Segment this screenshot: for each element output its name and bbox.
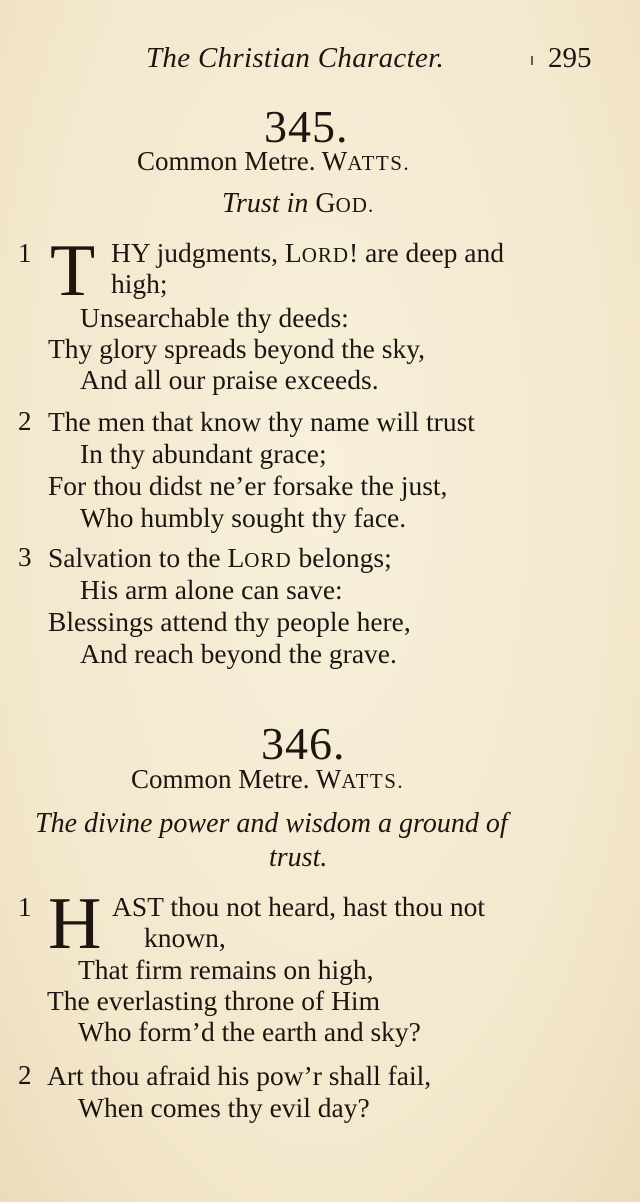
verse-line: And all our praise exceeds.	[80, 364, 379, 395]
author-rest: ATTS.	[341, 769, 405, 793]
verse-number: 1	[18, 238, 32, 268]
running-head-tick	[531, 56, 533, 65]
verse-line: Blessings attend thy people here,	[48, 606, 411, 637]
page-number: 295	[548, 42, 592, 74]
verse-line: Art thou afraid his pow’r shall fail,	[47, 1060, 432, 1091]
verse-line: And reach beyond the grave.	[80, 638, 397, 669]
title-text: Trust in	[222, 188, 309, 219]
verse-line: Unsearchable thy deeds:	[80, 302, 349, 333]
lord-smallcaps: ORD	[244, 548, 292, 572]
verse-line-end: belongs;	[291, 542, 392, 573]
verse-line: known,	[144, 922, 226, 953]
hymn-title	[222, 188, 374, 220]
verse-line: For thou didst ne’er forsake the just,	[48, 470, 448, 501]
verse-line: The everlasting throne of Him	[47, 985, 380, 1016]
metre-label: Common Metre.	[131, 764, 310, 794]
verse-line	[48, 542, 392, 574]
verse-line-start: HY judgments, L	[111, 237, 302, 268]
verse-line: Thy glory spreads beyond the sky,	[48, 333, 426, 364]
hymn-number: 346.	[261, 718, 346, 769]
verse-number: 2	[18, 1060, 32, 1090]
verse-number: 1	[18, 892, 32, 922]
verse-line: That firm remains on high,	[78, 954, 374, 985]
drop-cap: T	[50, 230, 96, 312]
title-god-rest: OD.	[335, 193, 375, 217]
verse-line: In thy abundant grace;	[80, 438, 327, 469]
author-initial: W	[315, 764, 342, 794]
running-title: The Christian Character.	[146, 42, 445, 74]
metre-label: Common Metre.	[137, 146, 316, 176]
author-rest: ATTS.	[347, 151, 411, 175]
verse-line: high;	[111, 268, 168, 299]
hymn-title-cont: trust.	[269, 842, 328, 873]
verse-line: The men that know thy name will trust	[48, 406, 475, 437]
verse-line: His arm alone can save:	[80, 574, 343, 605]
verse-line	[111, 237, 504, 269]
hymn-metre	[131, 764, 404, 795]
drop-cap: H	[48, 883, 102, 965]
verse-line: When comes thy evil day?	[78, 1092, 370, 1123]
hymn-title: The divine power and wisdom a ground of	[35, 808, 508, 839]
lord-smallcaps: ORD	[301, 243, 350, 267]
verse-line: Who humbly sought thy face.	[80, 502, 407, 533]
hymn-metre	[137, 146, 410, 177]
author-initial: W	[321, 146, 348, 176]
title-god-initial: G	[315, 188, 336, 219]
verse-number: 3	[18, 542, 32, 572]
verse-number: 2	[18, 406, 32, 436]
verse-line-start: Salvation to the L	[48, 542, 245, 573]
hymn-number: 345.	[264, 101, 349, 152]
verse-line-end: ! are deep and	[349, 237, 505, 268]
verse-line: Who form’d the earth and sky?	[78, 1016, 421, 1047]
verse-line: AST thou not heard, hast thou not	[112, 891, 486, 922]
